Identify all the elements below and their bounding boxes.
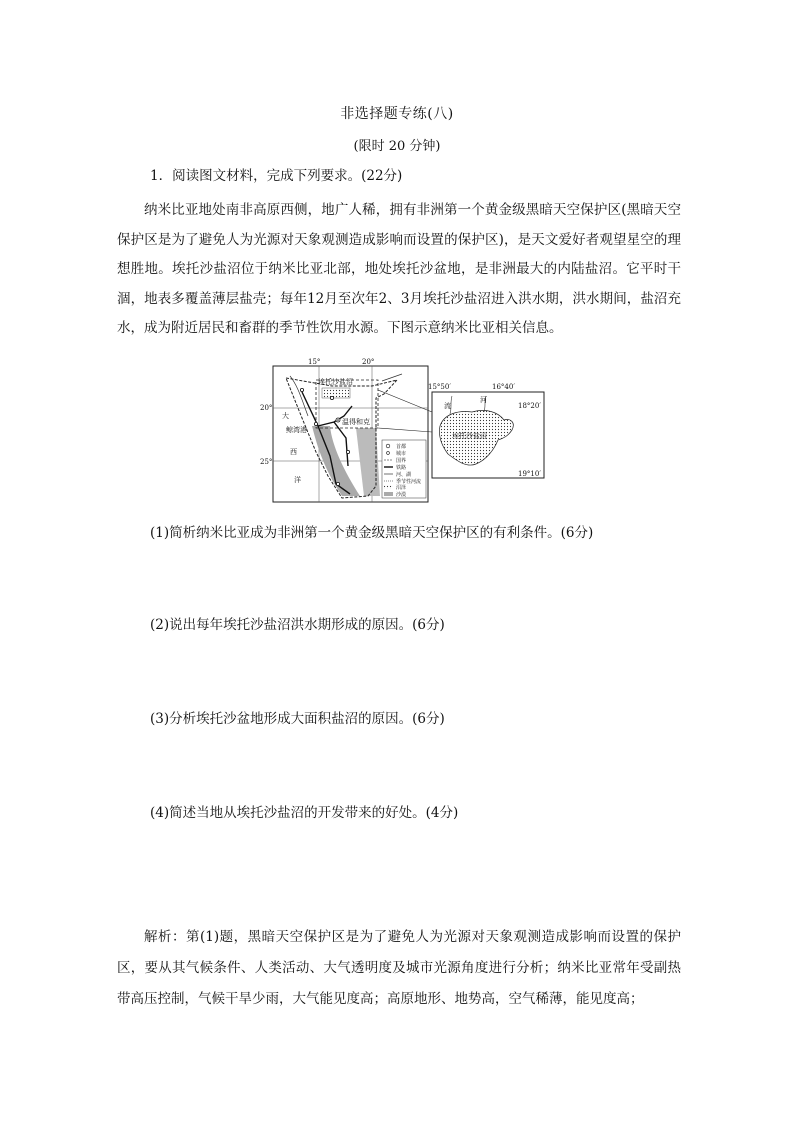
legend-label: 首都 [396, 444, 407, 450]
legend-label: 城市 [396, 451, 407, 457]
map-svg [260, 356, 548, 504]
inset-lat-label: 19°10′ [518, 470, 541, 478]
sub-question-4: (4)简述当地从埃托沙盐沼的开发带来的好处。(4分) [150, 805, 459, 821]
legend-label: 国界 [396, 458, 407, 464]
question-stem: 1．阅读图文材料，完成下列要求。(22分) [150, 168, 403, 184]
city-marker [330, 396, 333, 399]
sub-question-2: (2)说出每年埃托沙盐沼洪水期形成的原因。(6分) [150, 617, 445, 633]
lon-label: 15° [308, 358, 321, 366]
lat-label: 20° [260, 404, 273, 412]
sub-question-3: (3)分析埃托沙盆地形成大面积盐沼的原因。(6分) [150, 711, 445, 727]
legend-label: 铁路 [396, 465, 407, 471]
city-marker [300, 388, 303, 391]
lon-label: 20° [362, 358, 375, 366]
salt-pan-area [322, 388, 350, 398]
city-label: 鲸湾港 [286, 426, 307, 434]
city-marker [336, 482, 339, 485]
inset-label: 埃托沙盐沼 [452, 432, 487, 440]
ocean-label: 西 [290, 448, 297, 456]
map-legend [382, 440, 426, 498]
legend-label: 季节性河流 [396, 479, 422, 485]
inset-lon-label: 15°50′ [428, 383, 451, 391]
time-limit: (限时 20 分钟) [353, 139, 441, 154]
sub-question-1: (1)简析纳米比亚成为非洲第一个黄金级黑暗天空保护区的有利条件。(6分) [150, 525, 594, 541]
ocean-label: 大 [282, 412, 289, 420]
legend-label: 沙漠 [396, 492, 407, 498]
solution-text: 解析：第(1)题，黑暗天空保护区是为了避免人为光源对天象观测造成影响而设置的保护区，要从其气候条件、人类活动、大气透明度及城市光源角度进行分析；纳米比亚常年受副热带高压控制，气候干旱少雨，大气能见度高；高原地形、地势高，空气稀薄，能见度高； [117, 929, 681, 1007]
city-marker [346, 450, 349, 453]
legend-label: 沼泽 [396, 485, 407, 491]
capital-marker [337, 419, 339, 421]
question-passage: 纳米比亚地处南非高原西侧，地广人稀，拥有非洲第一个黄金级黑暗天空保护区(黑暗天空保护区是为了避免人为光源对天象观测造成影响而设置的保护区)，是天文爱好者观望星空的理想胜地。埃托沙盐沼位于纳米比亚北部，地处埃托沙盆地，是非洲最大的内陆盐沼。它平时干涸，地表多覆盖薄层盐壳；每年12月至次年2、3月埃托沙盐沼进入洪水期，洪水期间，盐沼充水，成为附近居民和畜群的季节性饮用水源。下图示意纳米比亚相关信息。 [117, 202, 682, 336]
salt-pan-label: 埃托沙盐沼 [318, 378, 353, 386]
capital-label: 温得和克 [342, 418, 370, 426]
ocean-label: 洋 [294, 476, 301, 484]
inset-lat-label: 18°20′ [518, 402, 541, 410]
legend-label: 河、湖 [396, 472, 412, 478]
inset-lon-label: 16°40′ [492, 383, 515, 391]
city-marker [314, 422, 317, 425]
lat-label: 25° [260, 458, 273, 466]
inset-label: 河 [480, 396, 487, 404]
inset-label: 流 [444, 402, 451, 410]
namibia-map-figure [260, 356, 548, 504]
page-title: 非选择题专练(八) [340, 106, 454, 122]
